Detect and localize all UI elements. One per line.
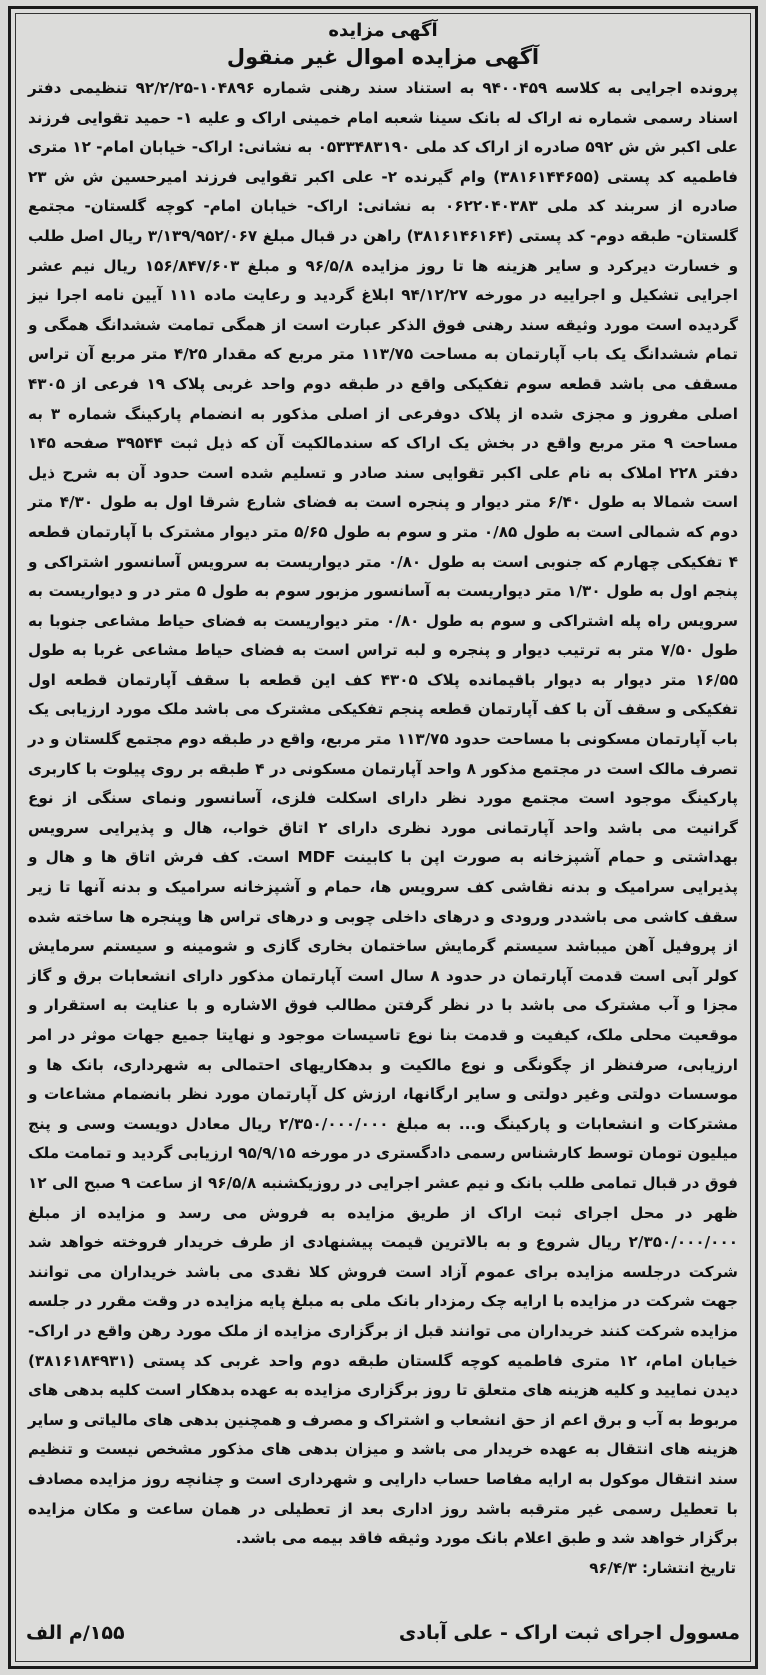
notice-frame bbox=[15, 13, 751, 1662]
notice-body: پرونده اجرایی به کلاسه ۹۴۰۰۴۵۹ به استناد سند رهنی شماره ۱۰۴۸۹۶-۹۲/۲/۲۵ تنظیمی دفتر اسناد رسمی شماره نه اراک له بانک سینا شعبه امام خمینی اراک و علیه ۱- حمید تقوایی فرزند علی اکبر ش ش ۵۹۲ صادره از اراک کد ملی ۰۵۳۳۴۸۳۱۹۰ به نشانی: اراک- خیابان امام- ۱۲ متری فاطمیه کد پستی (۳۸۱۶۱۴۴۶۵۵) وام گیرنده ۲- علی اکبر تقوایی فرزند امیرحسین ش ش ۲۳ صادره از سربند کد ملی ۰۶۲۲۰۴۰۳۸۳ به نشانی: اراک- خیابان امام- کوچه گلستان- مجتمع گلستان- طبقه دوم- کد پستی (۳۸۱۶۱۴۶۱۶۴) راهن در قبال مبلغ ۳/۱۳۹/۹۵۲/۰۶۷ ریال اصل طلب و خسارت دیرکرد و سایر هزینه ها تا روز مزایده ۹۶/۵/۸ و مبلغ ۱۵۶/۸۴۷/۶۰۳ ریال نیم عشر اجرایی تشکیل و اجراییه در مورخه ۹۴/۱۲/۲۷ ابلاغ گردید و رعایت ماده ۱۱۱ آیین نامه اجرا نیز گردیده است مورد وثیقه سند رهنی فوق الذکر عبارت است از همگی تمامت ششدانگ همگی و تمام ششدانگ یک باب آپارتمان به مساحت ۱۱۳/۷۵ متر مربع که مقدار ۴/۲۵ متر مربع آن تراس مسقف می باشد قطعه سوم تفکیکی واقع در طبقه دوم واحد غربی پلاک ۱۹ فرعی از ۴۳۰۵ اصلی مفروز و مجزی شده از پلاک دوفرعی از اصلی مذکور به انضمام پارکینگ شماره ۳ به مساحت ۹ متر مربع واقع در بخش یک اراک که سندمالکیت آن که ذیل ثبت ۳۹۵۴۴ صفحه ۱۴۵ دفتر ۲۲۸ املاک به نام علی اکبر تقوایی سند صادر و تسلیم شده است حدود آن به شرح ذیل است شمالا به طول ۶/۴۰ متر دیوار و پنجره است به فضای شارع شرقا اول به طول ۴/۳۰ متر دوم که شمالی است به طول ۰/۸۵ متر و سوم به طول ۵/۶۵ متر دیوار مشترک با آپارتمان قطعه ۴ تفکیکی چهارم که جنوبی است به طول ۰/۸۰ متر دیواریست به سرویس آسانسور اشتراکی و پنجم اول به طول ۱/۳۰ متر دیواریست به آسانسور مزبور سوم به طول ۵ متر در و دیواریست به سرویس راه پله اشتراکی و سوم به طول ۰/۸۰ متر دیواریست به فضای حیاط مشاعی جنوبا به طول ۷/۵۰ متر به ترتیب دیوار و پنجره و لبه تراس است به فضای حیاط مشاعی غربا به طول ۱۶/۵۵ متر دیوار به دیوار باقیمانده پلاک ۴۳۰۵ کف این قطعه با سقف آپارتمان قطعه اول تفکیکی و سقف آن با کف آپارتمان قطعه پنجم تفکیکی مشترک می باشد ملک مورد ارزیابی یک باب آپارتمان مسکونی با مساحت حدود ۱۱۳/۷۵ متر مربع، واقع در طبقه دوم مجتمع گلستان و در تصرف مالک است در مجتمع مذکور ۸ واحد آپارتمان مسکونی در ۴ طبقه بر روی پیلوت با کاربری پارکینگ موجود است مجتمع مورد نظر دارای اسکلت فلزی، آسانسور ونمای سنگی از نوع گرانیت می باشد واحد آپارتمانی مورد نظری دارای ۲ اتاق خواب، هال و پذیرایی سرویس بهداشتی و حمام آشپزخانه به صورت اپن با کابینت MDF است. کف فرش اتاق ها و هال و پذیرایی سرامیک و بدنه نقاشی کف سرویس ها، حمام و آشپزخانه سرامیک و بدنه آنها تا زیر سقف کاشی می باشددر ورودی و درهای داخلی چوبی و درهای تراس ها وپنجره ها ساخته شده از پروفیل آهن میباشد سیستم گرمایش ساختمان بخاری گازی و شومینه و سیستم سرمایش کولر آبی است قدمت آپارتمان در حدود ۸ سال است آپارتمان مذکور دارای انشعابات برق و گاز مجزا و آب مشترک می باشد با در نظر گرفتن مطالب فوق الاشاره و با عنایت به استقرار و موقعیت محلی ملک، کیفیت و قدمت بنا نوع تاسیسات موجود و نهایتا جمیع جهات موثر در امر ارزیابی، صرفنظر از چگونگی و نوع مالکیت و بدهکاریهای احتمالی به شهرداری، بانک ها و موسسات دولتی وغیر دولتی و سایر ارگانها، ارزش کل آپارتمان مورد نظر بانضمام مشاعات و مشترکات و انشعابات و پارکینگ و... به مبلغ ۲/۳۵۰/۰۰۰/۰۰۰ ریال معادل دویست وسی و پنج میلیون تومان توسط کارشناس رسمی دادگستری در مورخه ۹۵/۹/۱۵ ارزیابی گردید و تمامت ملک فوق در قبال تمامی طلب بانک و نیم عشر اجرایی در روزیکشنبه ۹۶/۵/۸ از ساعت ۹ صبح الی ۱۲ ظهر در محل اجرای ثبت اراک از طریق مزایده به فروش می رسد و مزایده از مبلغ ۲/۳۵۰/۰۰۰/۰۰۰ ریال شروع و به بالاترین قیمت پیشنهادی از طرف خریدار فروخته خواهد شد شرکت درجلسه مزایده برای عموم آزاد است فروش کلا نقدی می باشد خریداران می توانند جهت شرکت در مزایده با ارایه چک رمزدار بانک ملی به مبلغ پایه مزایده در وقت مقرر در جلسه مزایده شرکت کنند خریداران می توانند قبل از برگزاری مزایده از ملک مورد رهن واقع در اراک- خیابان امام، ۱۲ متری فاطمیه کوچه گلستان طبقه دوم واحد غربی کد پستی (۳۸۱۶۱۸۴۹۳۱) دیدن نمایید و کلیه هزینه های متعلق تا روز برگزاری مزایده به عهده بدهکار است کلیه بدهی های مربوط به آب و برق اعم از حق انشعاب و اشتراک و مصرف و همچنین بدهی های مالیاتی و سایر هزینه های انتقال به عهده خریدار می باشد و میزان بدهی های مذکور مشخص نیست و تنظیم سند انتقال موکول به ارایه مفاصا حساب دارایی و شهرداری است و چنانچه روز مزایده مصادف با تعطیل رسمی غیر مترقبه باشد روز اداری بعد از تعطیلی در همان ساعت و مکان مزایده برگزار خواهد شد و طبق اعلام بانک مورد وثیقه فاقد بیمه می باشد. bbox=[28, 79, 739, 1548]
publish-date: تاریخ انتشار: ۹۶/۴/۳ bbox=[589, 1558, 736, 1577]
reference-code: ۱۵۵/م الف bbox=[26, 1622, 125, 1644]
notice-footer bbox=[26, 1613, 740, 1653]
notice-title: آگهی مزایده bbox=[328, 20, 438, 41]
signature: مسوول اجرای ثبت اراک - علی آبادی bbox=[398, 1622, 740, 1644]
notice-subtitle: آگهی مزایده اموال غیر منقول bbox=[226, 45, 540, 69]
notice-page bbox=[8, 6, 758, 1669]
